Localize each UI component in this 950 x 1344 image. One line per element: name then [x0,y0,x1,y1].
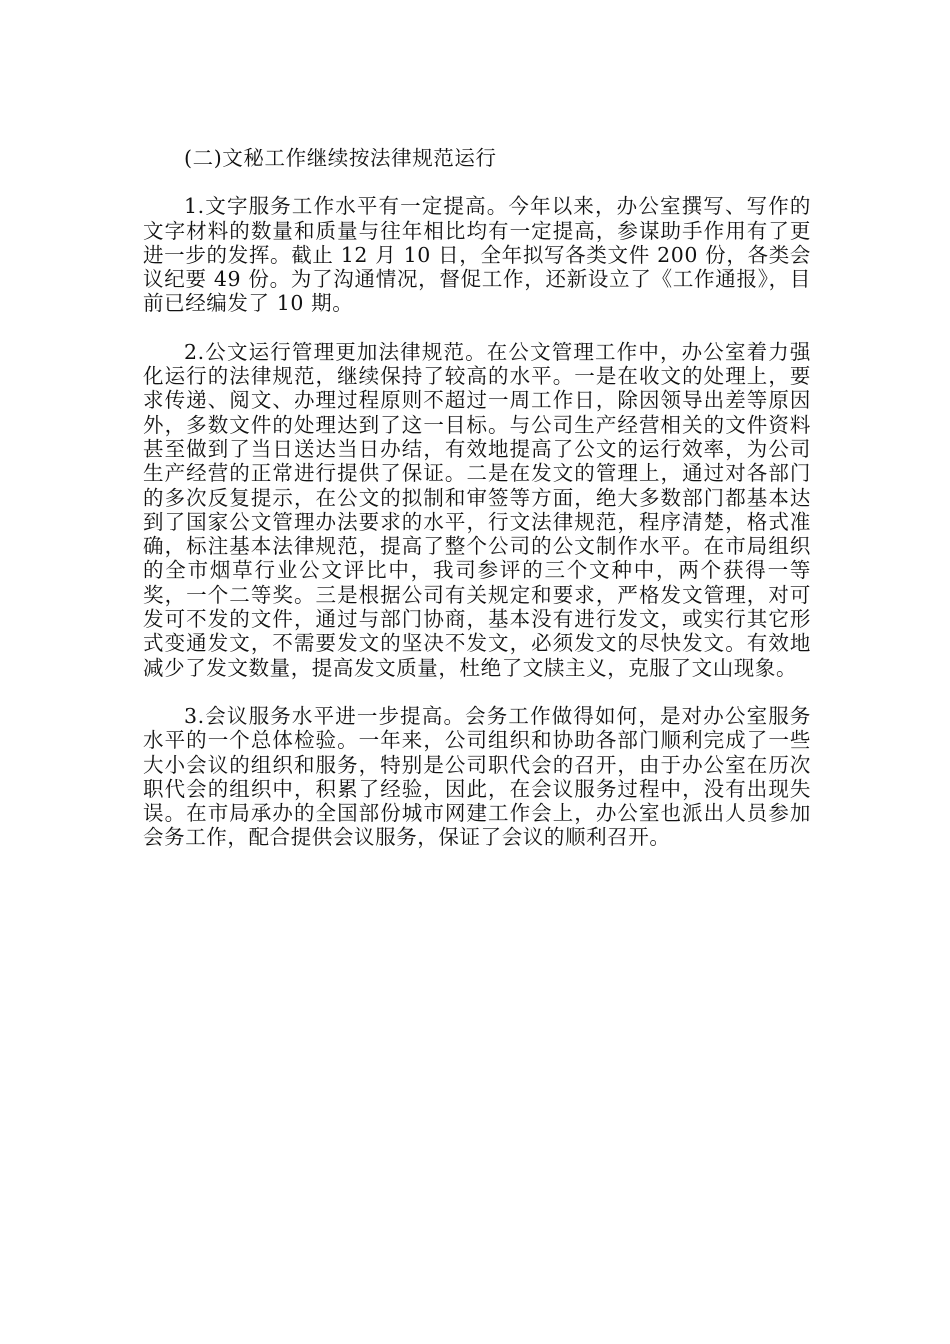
document-body [143,146,811,850]
paragraph-text-service: 1.文字服务工作水平有一定提高。今年以来，办公室撰写、写作的文字材料的数量和质量与往年相比均有一定提高，参谋助手作用有了更进一步的发挥。截止 12 月 10 日，全年拟写各类文件 200 份，各类会议纪要 49 份。为了沟通情况，督促工作，还新设立了《工作通报》，目前已经编发了 10 期。 [143,194,811,316]
paragraph-document-management: 2.公文运行管理更加法律规范。在公文管理工作中，办公室着力强化运行的法律规范，继续保持了较高的水平。一是在收文的处理上，要求传递、阅文、办理过程原则不超过一周工作日，除因领导出差等原因外，多数文件的处理达到了这一目标。与公司生产经营相关的文件资料甚至做到了当日送达当日办结，有效地提高了公文的运行效率，为公司生产经营的正常进行提供了保证。二是在发文的管理上，通过对各部门的多次反复提示，在公文的拟制和审签等方面，绝大多数部门都基本达到了国家公文管理办法要求的水平，行文法律规范，程序清楚，格式准确，标注基本法律规范，提高了整个公司的公文制作水平。在市局组织的全市烟草行业公文评比中，我司参评的三个文种中，两个获得一等奖，一个二等奖。三是根据公司有关规定和要求，严格发文管理，对可发可不发的文件，通过与部门协商，基本没有进行发文，或实行其它形式变通发文，不需要发文的坚决不发文，必须发文的尽快发文。有效地减少了发文数量，提高发文质量，杜绝了文牍主义，克服了文山现象。 [143,339,811,680]
paragraph-meeting-service: 3.会议服务水平进一步提高。会务工作做得如何，是对办公室服务水平的一个总体检验。一年来，公司组织和协助各部门顺利完成了一些大小会议的组织和服务，特别是公司职代会的召开，由于办公室在历次职代会的组织中，积累了经验，因此，在会议服务过程中，没有出现失误。在市局承办的全国部份城市网建工作会上，办公室也派出人员参加会务工作，配合提供会议服务，保证了会议的顺利召开。 [143,703,811,850]
section-heading: (二)文秘工作继续按法律规范运行 [184,146,497,170]
